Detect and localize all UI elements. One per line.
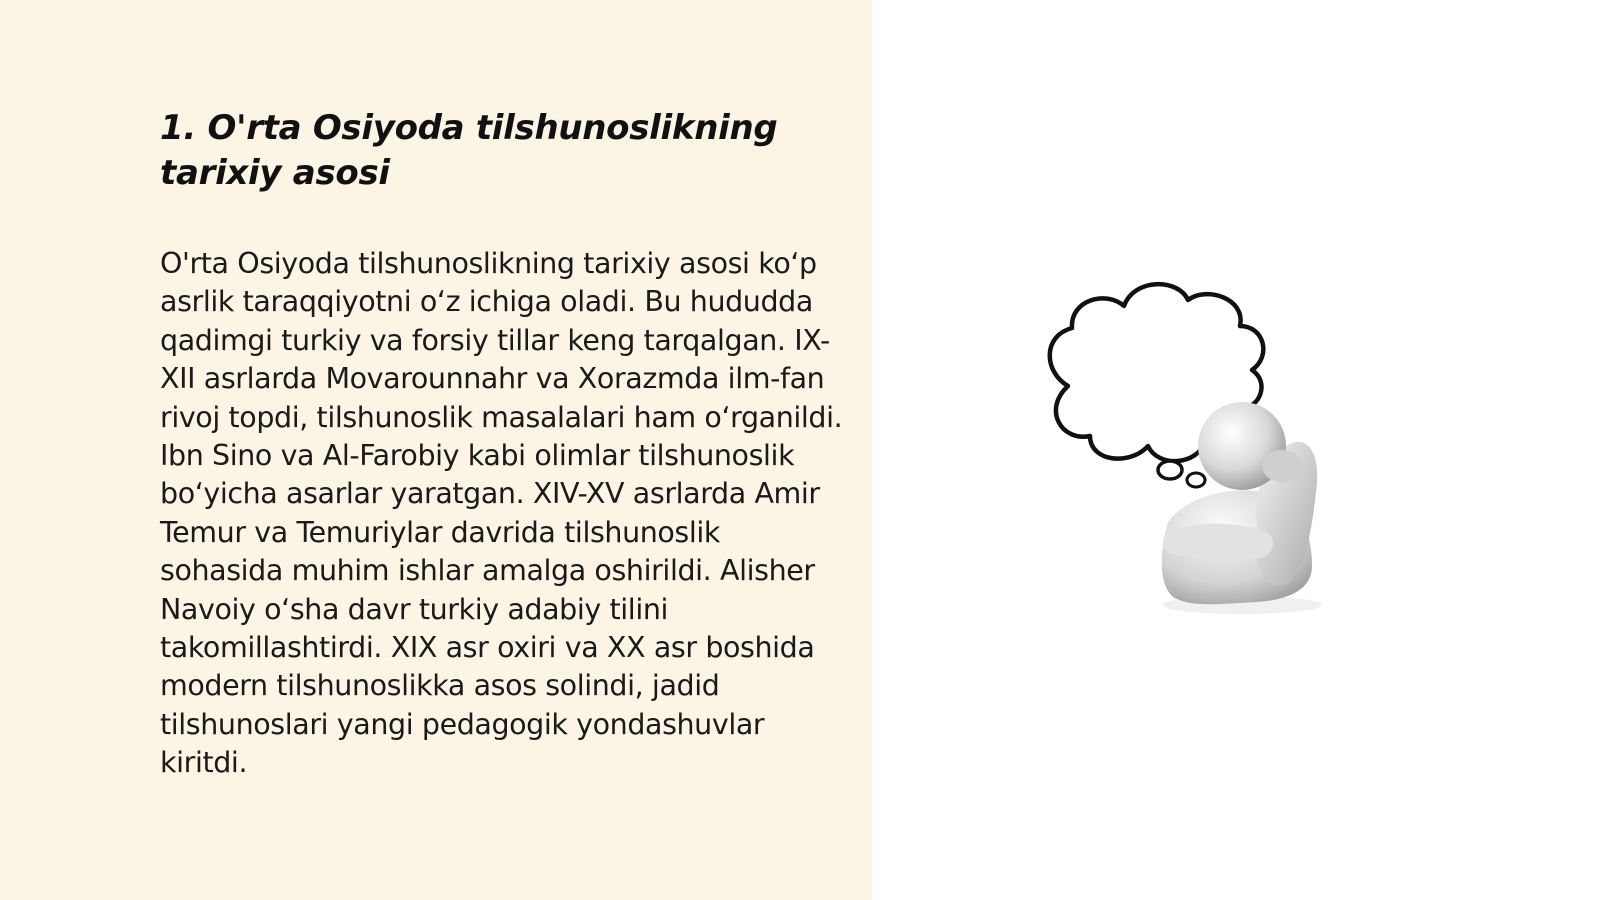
thinking-figure-with-thought-bubble-icon xyxy=(1020,270,1360,620)
thinking-figure-svg xyxy=(1020,270,1360,620)
slide-body-text: O'rta Osiyoda tilshunoslikning tarixiy asosi koʻp asrlik taraqqiyotni oʻz ichiga oladi. Bu hududda qadimgi turkiy va forsiy tillar keng tarqalgan. IX-XII asrlarda Movarounnahr va Xorazmda ilm-fan rivoj topdi, tilshunoslik masalalari ham oʻrganildi. Ibn Sino va Al-Farobiy kabi olimlar tilshunoslik boʻyicha asarlar yaratgan. XIV-XV asrlarda Amir Temur va Temuriylar davrida tilshunoslik sohasida muhim ishlar amalga oshirildi. Alisher Navoiy oʻsha davr turkiy adabiy tilini takomillashtirdi. XIX asr oxiri va XX asr boshida modern tilshunoslikka asos solindi, jadid tilshunoslari yangi pedagogik yondashuvlar kiritdi. xyxy=(160,247,843,780)
slide-title: 1. O'rta Osiyoda tilshunoslikning tarixiy asosi xyxy=(160,108,778,193)
